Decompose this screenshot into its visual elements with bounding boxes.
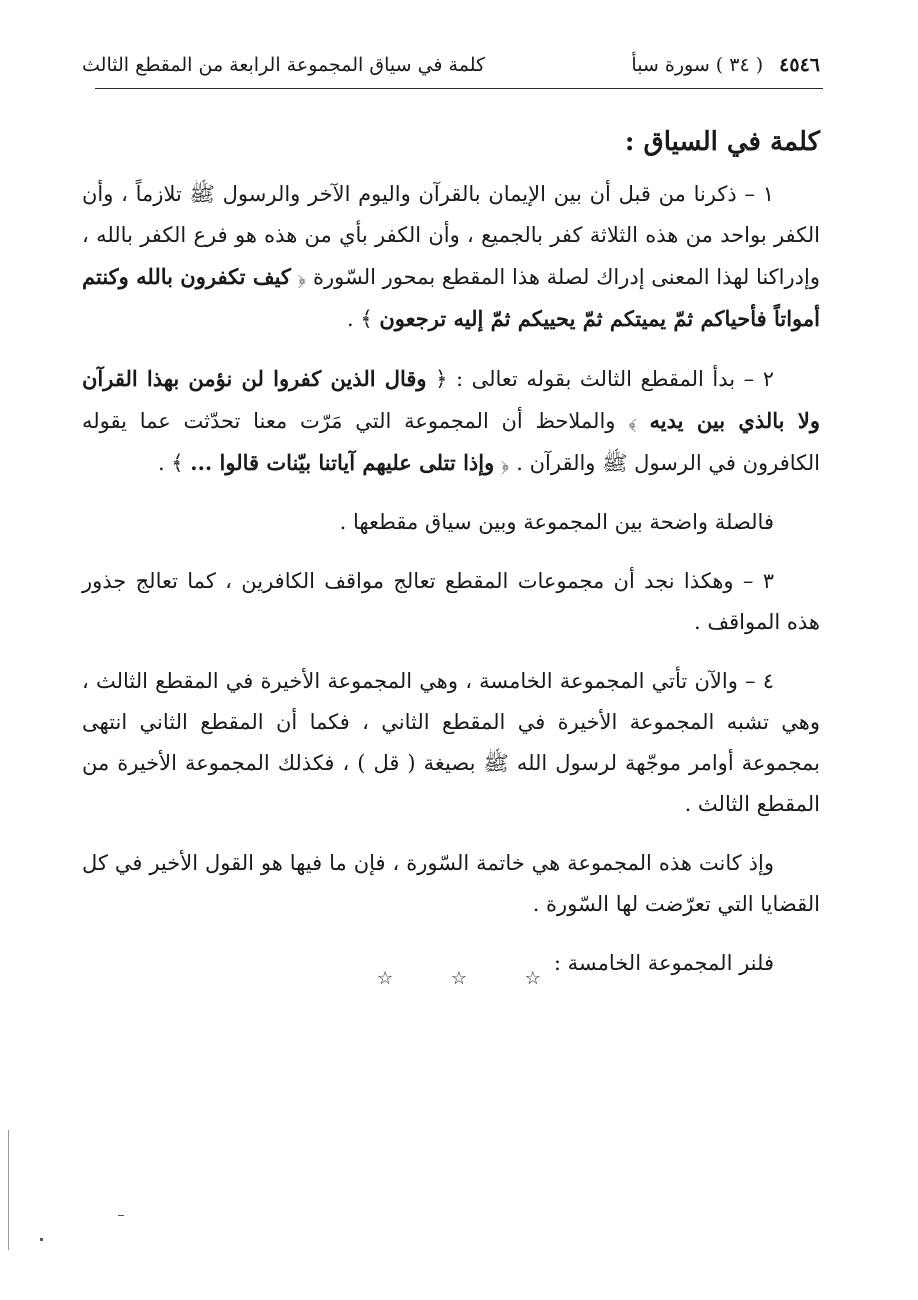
paragraph-3: ٣ – وهكذا نجد أن مجموعات المقطع تعالج مواقف الكافرين ، كما تعالج جذور هذه المواقف . xyxy=(82,569,820,634)
quran-quote: كيف تكفرون بالله وكنتم أمواتاً فأحياكم ثمّ يميتكم ثمّ يحييكم ثمّ إليه ترجعون xyxy=(82,264,820,331)
quran-close-bracket: ﴾ . xyxy=(157,451,184,475)
paragraph-6: فلنر المجموعة الخامسة : xyxy=(553,951,774,975)
header-section-title: كلمة في سياق المجموعة الرابعة من المقطع الثالث xyxy=(82,54,486,76)
section-separator xyxy=(0,968,918,989)
header-divider xyxy=(95,88,823,89)
quran-open-bracket: ﴿ xyxy=(297,265,307,289)
paragraph-2-text-b: والملاحظ أن المجموعة التي مَرّت معنا تحدّثت عما يقوله الكافرون في الرسول ﷺ والقرآن . xyxy=(82,409,820,475)
quran-close-bracket: ﴾ xyxy=(628,409,637,433)
scan-margin-mark xyxy=(40,1238,43,1241)
paragraph-4: ٤ – والآن تأتي المجموعة الخامسة ، وهي المجموعة الأخيرة في المقطع الثالث ، وهي تشبه المجموعة الأخيرة في المقطع الثاني ، فكما أن المقطع الثاني انتهى بمجموعة أوامر موجّهة لرسول الله ﷺ بصيغة ( قل ) ، فكذلك المجموعة الأخيرة من المقطع الثالث . xyxy=(82,669,820,816)
page-content xyxy=(82,120,820,1002)
running-header xyxy=(82,50,820,90)
quran-close-bracket: ﴾ . xyxy=(347,307,373,331)
section-heading: كلمة في السياق : xyxy=(624,127,820,157)
scan-margin-mark xyxy=(8,1130,9,1250)
paragraph-1 xyxy=(82,174,820,340)
paragraph-2 xyxy=(82,358,820,484)
paragraph-1-text: ١ – ذكرنا من قبل أن بين الإيمان بالقرآن واليوم الآخر والرسول ﷺ تلازماً ، وأن الكفر بواحد من هذه الثلاثة كفر بالجميع ، وأن الكفر بأي من هذه هو فرع الكفر بالله ، وإدراكنا لهذا المعنى إدراك لصلة هذا المقطع بمحور السّورة xyxy=(82,182,820,289)
quran-quote: وإذا تتلى عليهم آياتنا بيّنات قالوا ... xyxy=(190,450,495,475)
header-page-info xyxy=(631,54,820,76)
scan-margin-mark xyxy=(118,1215,124,1216)
paragraph-2-conclusion: فالصلة واضحة بين المجموعة وبين سياق مقطعها . xyxy=(339,510,774,534)
surah-label: ( ٣٤ ) سورة سبأ xyxy=(631,54,764,76)
quran-quote: وقال الذين كفروا لن نؤمن بهذا القرآن ولا بالذي بين يديه xyxy=(82,366,820,433)
star-icon: ☆ xyxy=(524,968,541,989)
star-icon: ☆ xyxy=(450,968,468,989)
quran-open-bracket: ﴿ xyxy=(500,451,510,475)
paragraph-2-text-a: ٢ – بدأ المقطع الثالث بقوله تعالى : xyxy=(455,367,774,391)
page-number: ٤٥٤٦ xyxy=(779,54,820,76)
paragraph-5: وإذ كانت هذه المجموعة هي خاتمة السّورة ، فإن ما فيها هو القول الأخير في كل القضايا التي تعرّضت لها السّورة . xyxy=(82,851,820,916)
quran-open-bracket: ﴿ xyxy=(435,367,448,391)
star-icon: ☆ xyxy=(377,968,394,989)
